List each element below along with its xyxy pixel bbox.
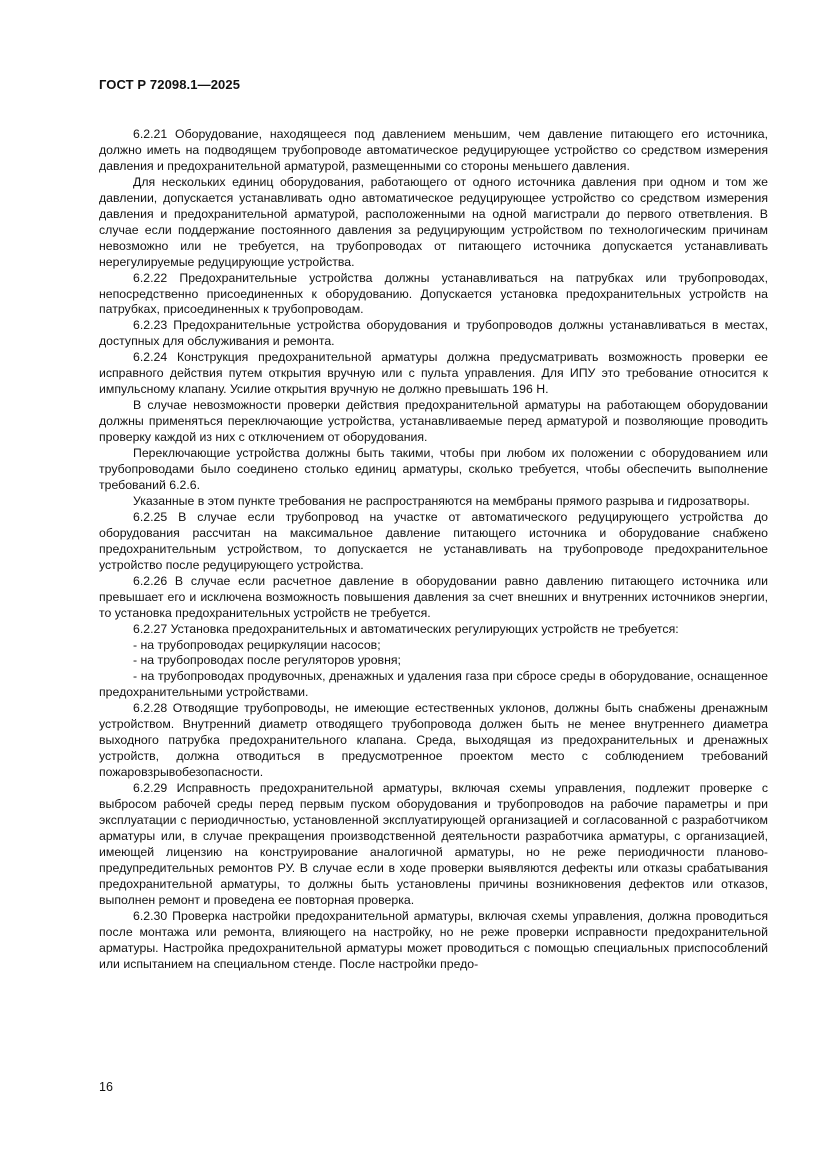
paragraph-6-2-28: 6.2.28 Отводящие трубопроводы, не имеющие естественных уклонов, должны быть снабжены дренажным устройством. Внутренний диаметр отводящего трубопровода должен быть не менее внутреннего диаметра выходного патрубка предохранительного клапана. Среда, выходящая из предохранительных и дренажных устройств, должна отводиться в предусмотренное проектом место с соблюдением требований пожаровзрывобезопасности. — [99, 701, 768, 780]
paragraph-6-2-23: 6.2.23 Предохранительные устройства оборудования и трубопроводов должны устанавливаться в местах, доступных для обслуживания и ремонта. — [99, 318, 768, 349]
paragraph-6-2-25: 6.2.25 В случае если трубопровод на участке от автоматического редуцирующего устройства до оборудования рассчитан на максимальное давление питающего источника и оборудование снабжено предохранительным устройством, то допускается не устанавливать на трубопроводе предохранительное устройство после редуцирующего устройства. — [99, 509, 768, 572]
page-number: 16 — [99, 1080, 113, 1094]
list-item: - на трубопроводах после регуляторов уровня; — [133, 653, 401, 668]
paragraph-6-2-27: 6.2.27 Установка предохранительных и автоматических регулирующих устройств не требуется: — [133, 621, 679, 636]
paragraph-6-2-22: 6.2.22 Предохранительные устройства должны устанавливаться на патрубках или трубопроводах, непосредственно присоединенных к оборудованию. Допускается установка предохранительных устройств на патрубках, присоединенных к трубопроводам. — [99, 270, 768, 317]
list-item: - на трубопроводах рециркуляции насосов; — [133, 637, 381, 652]
list-item: - на трубопроводах продувочных, дренажных и удаления газа при сбросе среды в оборудование, оснащенное предохранительными устройствами. — [99, 669, 768, 700]
paragraph: Для нескольких единиц оборудования, работающего от одного источника давления при одном и том же давлении, допускается устанавливать одно автоматическое редуцирующее устройство со средством измерения давления и предохранительной арматурой, расположенными на одной магистрали до первого ответвления. В случае если поддержание постоянного давления за редуцирующим устройством по технологическим причинам невозможно или не требуется, на трубопроводах от питающего источника допускается устанавливать нерегулируемые редуцирующие устройства. — [99, 174, 768, 269]
standard-header: ГОСТ Р 72098.1—2025 — [99, 77, 241, 92]
paragraph-6-2-30: 6.2.30 Проверка настройки предохранительной арматуры, включая схемы управления, должна проводиться после монтажа или ремонта, влияющего на настройку, но не реже проверки исправности предохранительной арматуры. Настройка предохранительной арматуры может проводиться с помощью специальных приспособлений или испытанием на специальном стенде. После настройки предо- — [99, 908, 768, 971]
paragraph-6-2-24: 6.2.24 Конструкция предохранительной арматуры должна предусматривать возможность проверки ее исправного действия путем открытия вручную или с пульта управления. Для ИПУ это требование относится к импульсному клапану. Усилие открытия вручную не должно превышать 196 Н. — [99, 350, 768, 397]
paragraph: Переключающие устройства должны быть такими, чтобы при любом их положении с оборудованием или трубопроводами было соединено столько единиц арматуры, сколько требуется, чтобы обеспечить выполнение требований 6.2.6. — [99, 446, 768, 492]
paragraph-6-2-21: 6.2.21 Оборудование, находящееся под давлением меньшим, чем давление питающего его источника, должно иметь на подводящем трубопроводе автоматическое редуцирующее устройство со средством измерения давления и предохранительной арматурой, размещенными со стороны меньшего давления. — [99, 127, 768, 173]
paragraph: В случае невозможности проверки действия предохранительной арматуры на работающем оборудовании должны применяться переключающие устройства, устанавливаемые перед арматурой и позволяющие проводить проверку каждой из них с отключением от оборудования. — [99, 398, 768, 445]
paragraph-6-2-26: 6.2.26 В случае если расчетное давление в оборудовании равно давлению питающего источника или превышает его и исключена возможность повышения давления за счет внешних и внутренних источников энергии, то установка предохранительных устройств не требуется. — [99, 573, 768, 620]
document-body — [99, 127, 768, 973]
paragraph-6-2-29: 6.2.29 Исправность предохранительной арматуры, включая схемы управления, подлежит проверке с выбросом рабочей среды перед первым пуском оборудования и трубопроводов на рабочие параметры и при эксплуатации с периодичностью, установленной эксплуатирующей организацией и согласованной с разработчиком арматуры или, в случае прекращения производственной деятельности разработчика арматуры, с организацией, имеющей лицензию на конструирование аналогичной арматуры, но не реже периодичности планово-предупредительных ремонтов РУ. В случае если в ходе проверки выявляются дефекты или отказы срабатывания предохранительной арматуры, то должны быть установлены причины возникновения дефектов или отказов, выполнен ремонт и проведена ее повторная проверка. — [99, 781, 768, 907]
paragraph: Указанные в этом пункте требования не распространяются на мембраны прямого разрыва и гидрозатворы. — [133, 493, 750, 508]
